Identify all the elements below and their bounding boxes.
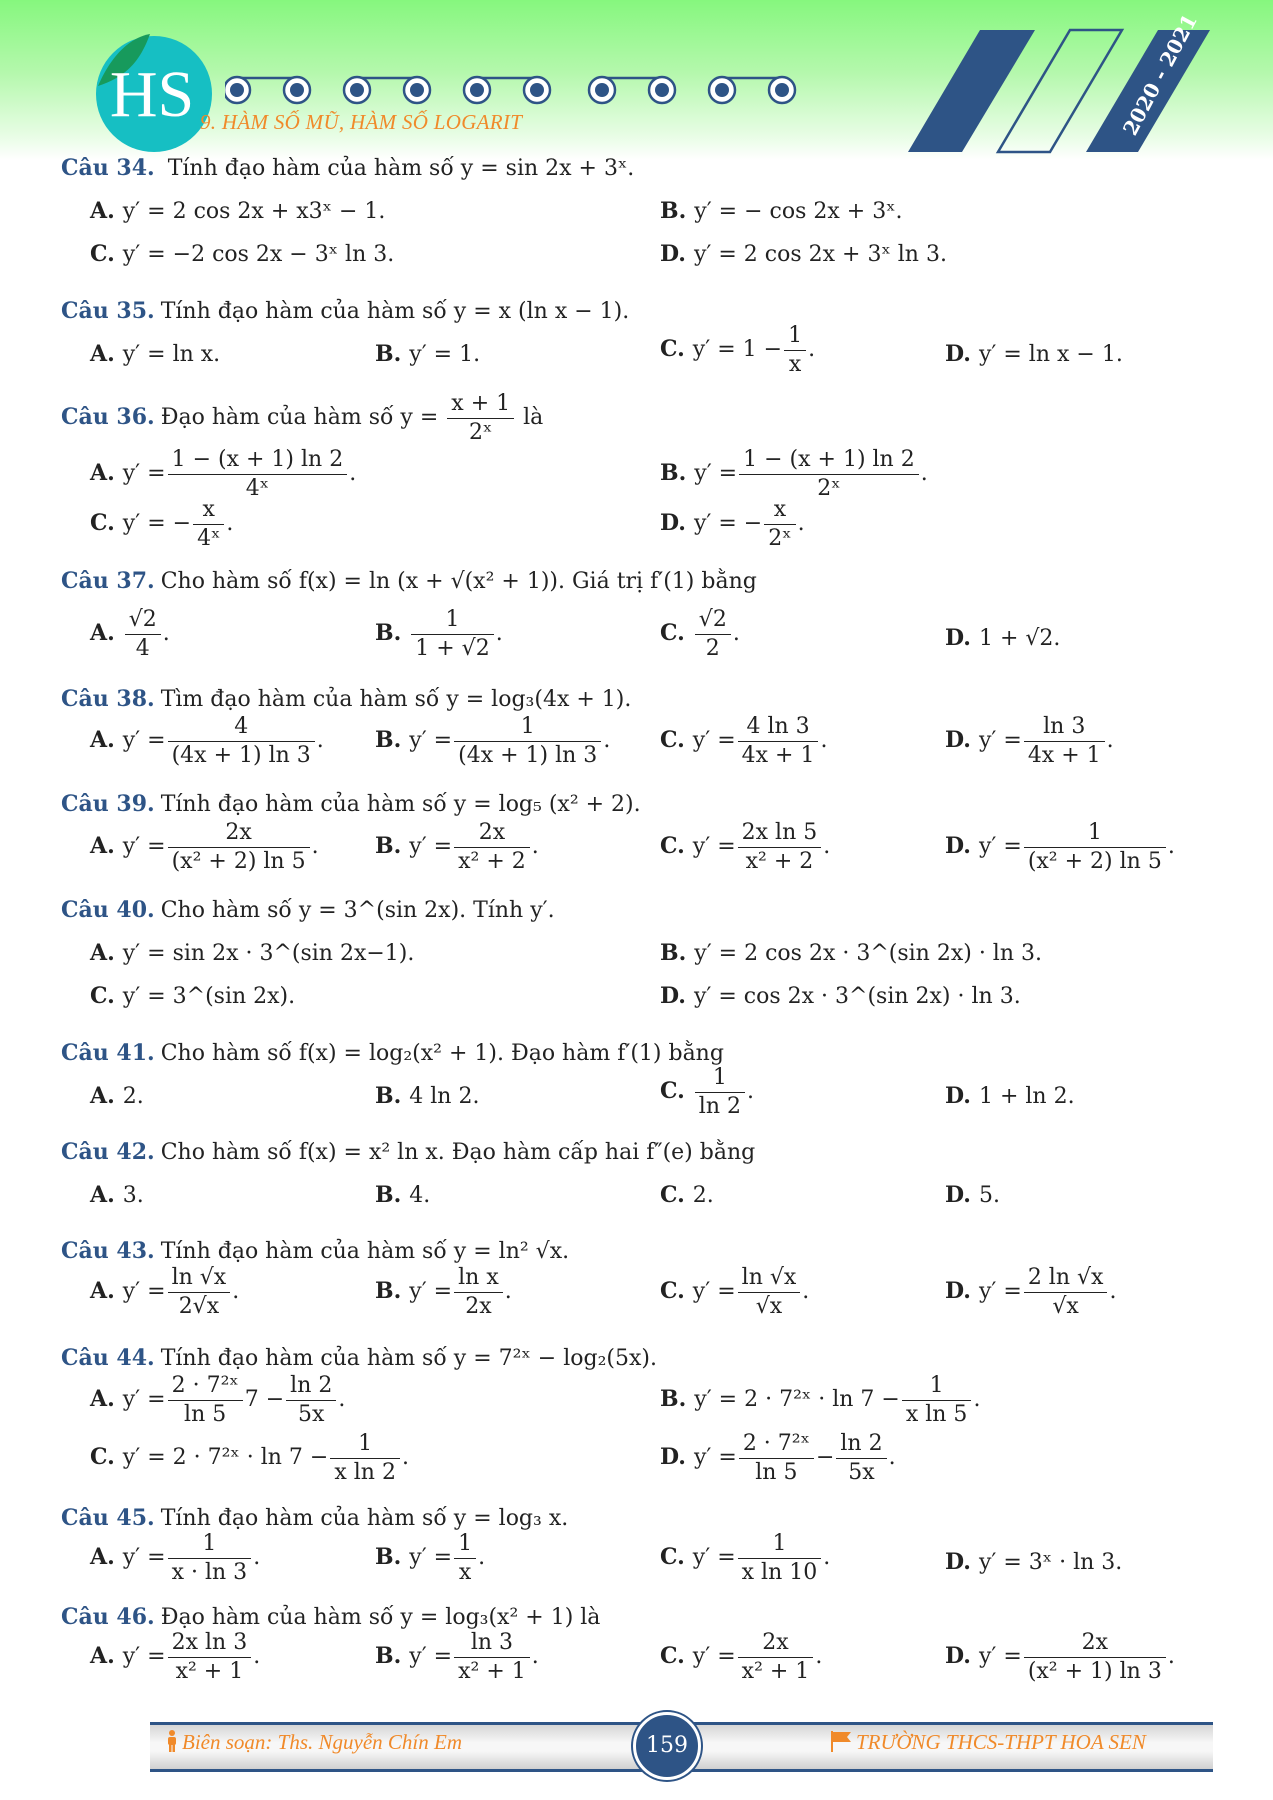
option-34-d: D. y′ = 2 cos 2x + 3ˣ ln 3. (660, 241, 947, 267)
option-42-d: D. 5. (945, 1182, 1000, 1208)
option-44-c: C. y′ = 2 · 7²ˣ · ln 7 − $\frac{1}{\text{x ln 2}}$ . (90, 1431, 409, 1485)
option-42-a: A. 3. (90, 1182, 144, 1208)
option-40-d: D. y′ = cos 2x · 3^(sin 2x) · ln 3. (660, 983, 1021, 1009)
option-35-a: A. y′ = ln x. (90, 341, 221, 367)
option-44-b: B. y′ = 2 · 7²ˣ · ln 7 − $\frac{1}{\text{x ln 5}}$ . (660, 1373, 981, 1427)
question-40: Câu 40. Cho hàm số y = 3^(sin 2x). Tính y′. (61, 897, 555, 923)
option-42-b: B. 4. (375, 1182, 431, 1208)
question-43: Câu 43. Tính đạo hàm của hàm số y = ln² √x. (61, 1238, 570, 1264)
option-46-c: C. y′ = $\frac{2x}{\text{x² + 1}}$ . (660, 1630, 823, 1684)
option-46-b: B. y′ = $\frac{\ln 3}{\text{x² + 1}}$ . (375, 1630, 539, 1684)
option-38-a: A. y′ = $\frac{4}{(4x + 1) \ln 3}$ . (90, 714, 324, 768)
option-39-b: B. y′ = $\frac{2x}{\text{x² + 2}}$ . (375, 820, 539, 874)
option-40-c: C. y′ = 3^(sin 2x). (90, 983, 296, 1009)
option-36-d: D. y′ = − $\frac{x}{\text{2ˣ}}$ . (660, 497, 805, 551)
question-38: Câu 38. Tìm đạo hàm của hàm số y = log₃(4x + 1). (61, 686, 632, 712)
option-35-d: D. y′ = ln x − 1. (945, 341, 1123, 367)
binder-rings-decoration (225, 70, 925, 110)
option-44-d: D. y′ = $\frac{\text{2 · 7²ˣ}}{\ln 5}$ − $\frac{\ln 2}{5x}$ . (660, 1431, 896, 1485)
question-44: Câu 44. Tính đạo hàm của hàm số y = 7²ˣ − log₂(5x). (61, 1345, 657, 1371)
question-46: Câu 46. Đạo hàm của hàm số y = log₃(x² + 1) là (61, 1604, 601, 1630)
option-44-a: A. y′ = $\frac{\text{2 · 7²ˣ}}{\ln 5}$ 7 − $\frac{\ln 2}{5x}$ . (90, 1373, 346, 1427)
option-34-a: A. y′ = 2 cos 2x + x3ˣ − 1. (90, 198, 386, 224)
option-34-c: C. y′ = −2 cos 2x − 3ˣ ln 3. (90, 241, 395, 267)
option-39-a: A. y′ = $\frac{2x}{\text{(x² + 2) ln 5}}$ . (90, 820, 319, 874)
option-36-a: A. y′ = $\frac{1 - (x + 1) \ln 2}{\text{4ˣ}}$ . (90, 447, 357, 501)
option-41-d: D. 1 + ln 2. (945, 1083, 1075, 1109)
option-36-b: B. y′ = $\frac{1 - (x + 1) \ln 2}{\text{2ˣ}}$ . (660, 447, 928, 501)
option-45-c: C. y′ = $\frac{1}{\text{x ln 10}}$ . (660, 1531, 831, 1585)
option-35-c: C. y′ = 1 − $\frac{1}{x}$ . (660, 323, 816, 377)
option-37-b: B. $\frac{1}{1 + √2}$ . (375, 607, 503, 661)
question-34 (61, 155, 634, 181)
option-43-c: C. y′ = $\frac{\ln √x}{√x}$ . (660, 1265, 810, 1319)
option-41-c: C. $\frac{1}{\ln 2}$ . (660, 1065, 754, 1119)
question-41: Câu 41. Cho hàm số f(x) = log₂(x² + 1). Đạo hàm f′(1) bằng (61, 1040, 724, 1066)
option-34-b: B. y′ = − cos 2x + 3ˣ. (660, 198, 903, 224)
option-45-b: B. y′ = $\frac{1}{x}$ . (375, 1531, 486, 1585)
option-40-a: A. y′ = sin 2x · 3^(sin 2x−1). (90, 940, 415, 966)
option-36-c: C. y′ = − $\frac{x}{\text{4ˣ}}$ . (90, 497, 234, 551)
option-46-d: D. y′ = $\frac{2x}{\text{(x² + 1) ln 3}}$ . (945, 1630, 1175, 1684)
option-46-a: A. y′ = $\frac{\text{2x ln 3}}{\text{x² + 1}}$ . (90, 1630, 261, 1684)
option-39-d: D. y′ = $\frac{1}{\text{(x² + 2) ln 5}}$ . (945, 820, 1175, 874)
question-36: Câu 36. Đạo hàm của hàm số y = $\frac{x + 1}{\text{2ˣ}}$ là (61, 391, 544, 445)
hs-logo-icon (90, 28, 215, 154)
question-stem: Tính đạo hàm của hàm số y = sin 2x + 3ˣ. (167, 156, 635, 181)
question-37: Câu 37. Cho hàm số f(x) = ln (x + √(x² + 1)). Giá trị f′(1) bằng (61, 568, 757, 594)
svg-text:HS: HS (109, 58, 195, 131)
option-43-d: D. y′ = $\frac{2 \ln √x}{√x}$ . (945, 1265, 1117, 1319)
option-37-c: C. $\frac{√2}{2}$ . (660, 607, 740, 661)
school-year: 2020 - 2021 (1118, 10, 1202, 140)
option-38-c: C. y′ = $\frac{4 \ln 3}{4x + 1}$ . (660, 714, 828, 768)
footer-author: Biên soạn: Ths. Nguyễn Chín Em (166, 1730, 462, 1755)
option-37-d: D. 1 + √2. (945, 625, 1061, 651)
option-45-d: D. y′ = 3ˣ · ln 3. (945, 1549, 1123, 1575)
option-43-a: A. y′ = $\frac{\ln √x}{2√x}$ . (90, 1265, 240, 1319)
page-number: 159 (633, 1712, 701, 1780)
question-42: Câu 42. Cho hàm số f(x) = x² ln x. Đạo hàm cấp hai f″(e) bằng (61, 1139, 756, 1165)
option-40-b: B. y′ = 2 cos 2x · 3^(sin 2x) · ln 3. (660, 940, 1042, 966)
option-43-b: B. y′ = $\frac{\text{ln x}}{2x}$ . (375, 1265, 512, 1319)
option-35-b: B. y′ = 1. (375, 341, 481, 367)
question-39: Câu 39. Tính đạo hàm của hàm số y = log₅ (x² + 2). (61, 791, 641, 817)
flag-icon (830, 1730, 852, 1752)
option-45-a: A. y′ = $\frac{1}{x \cdot \ln 3}$ . (90, 1531, 261, 1585)
option-41-a: A. 2. (90, 1083, 144, 1109)
question-35: Câu 35. Tính đạo hàm của hàm số y = x (ln x − 1). (61, 298, 630, 324)
chapter-title: 9. HÀM SỐ MŨ, HÀM SỐ LOGARIT (200, 110, 523, 134)
question-label: Câu 34. (61, 155, 155, 181)
option-37-a: A. $\frac{√2}{4}$ . (90, 607, 170, 661)
option-38-d: D. y′ = $\frac{\ln 3}{4x + 1}$ . (945, 714, 1114, 768)
question-45: Câu 45. Tính đạo hàm của hàm số y = log₃ x. (61, 1505, 569, 1531)
option-41-b: B. 4 ln 2. (375, 1083, 480, 1109)
option-39-c: C. y′ = $\frac{\text{2x ln 5}}{\text{x² + 2}}$ . (660, 820, 831, 874)
option-38-b: B. y′ = $\frac{1}{(4x + 1) \ln 3}$ . (375, 714, 611, 768)
person-icon (166, 1730, 178, 1752)
option-42-c: C. 2. (660, 1182, 714, 1208)
footer-school: TRƯỜNG THCS-THPT HOA SEN (830, 1730, 1146, 1755)
